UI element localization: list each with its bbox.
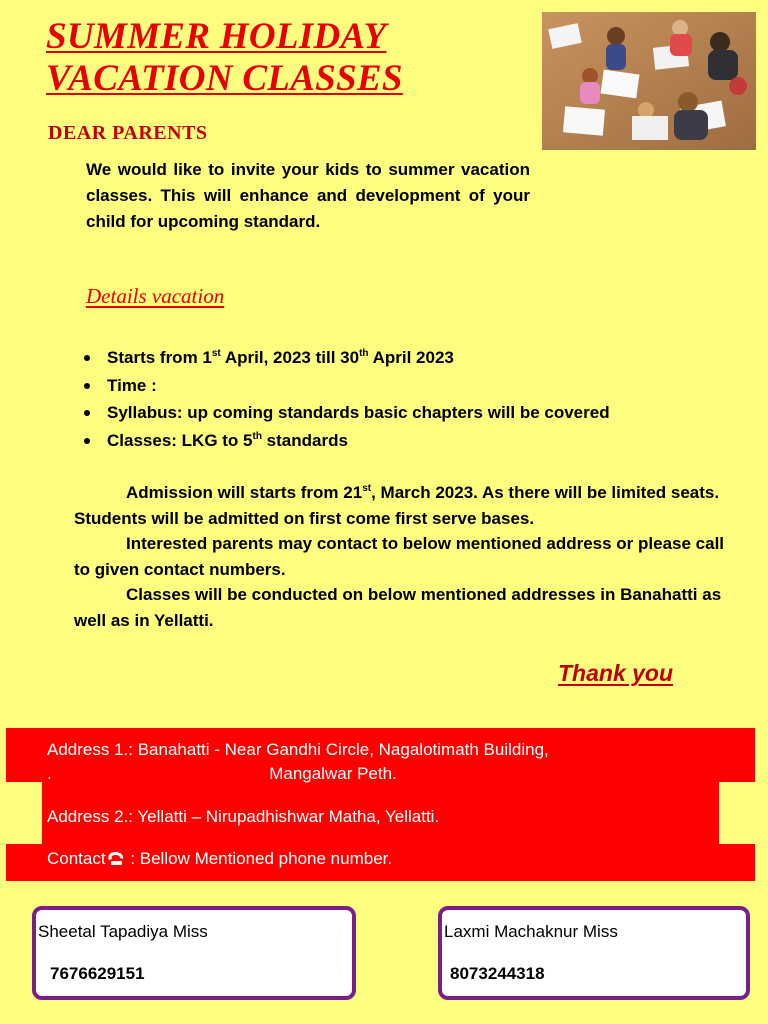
location-paragraph: Classes will be conducted on below mentioned addresses in Banahatti as well as in Yellatti. [74,585,722,630]
list-item: Syllabus: up coming standards basic chapters will be covered [80,399,740,427]
contact-paragraph: Interested parents may contact to below mentioned address or please call to given contact numbers. [74,534,725,579]
contact-name: Sheetal Tapadiya Miss [38,922,208,941]
phone-icon [106,850,126,866]
salutation: DEAR PARENTS [48,122,208,144]
right-yellow-tab [719,782,755,844]
details-heading: Details vacation [86,284,225,308]
contact-line: Contact : Bellow Mentioned phone number. [47,849,393,868]
admission-paragraph: Admission will starts from 21st, March 2023. As there will be limited seats. Students will be admitted on first come first serve bases. [74,483,720,528]
contact-name: Laxmi Machaknur Miss [444,922,618,941]
intro-paragraph: We would like to invite your kids to summer vacation classes. This will enhance and development of your child for upcoming standard. [86,160,530,231]
list-item: Starts from 1st April, 2023 till 30th April 2023 [80,344,740,372]
address-2: Address 2.: Yellatti – Nirupadhishwar Matha, Yellatti. [47,807,440,826]
page-title [46,16,403,100]
list-item: Classes: LKG to 5th standards [80,427,740,455]
contact-phone[interactable]: 8073244318 [450,964,545,983]
address-1-line-2: . Mangalwar Peth. [47,764,397,783]
contact-card-1 [32,906,356,1000]
children-drawing-photo [542,12,756,150]
body-text [74,480,734,633]
contact-phone[interactable]: 7676629151 [50,964,145,983]
title-line-1: SUMMER HOLIDAY [46,16,387,57]
list-item: Time : [80,372,740,400]
left-yellow-tab [6,782,42,844]
contact-card-2 [438,906,750,1000]
details-list [80,344,740,454]
thank-you: Thank you [558,660,674,686]
address-1-line-1: Address 1.: Banahatti - Near Gandhi Circle, Nagalotimath Building, [47,740,549,759]
title-line-2: VACATION CLASSES [46,58,403,99]
